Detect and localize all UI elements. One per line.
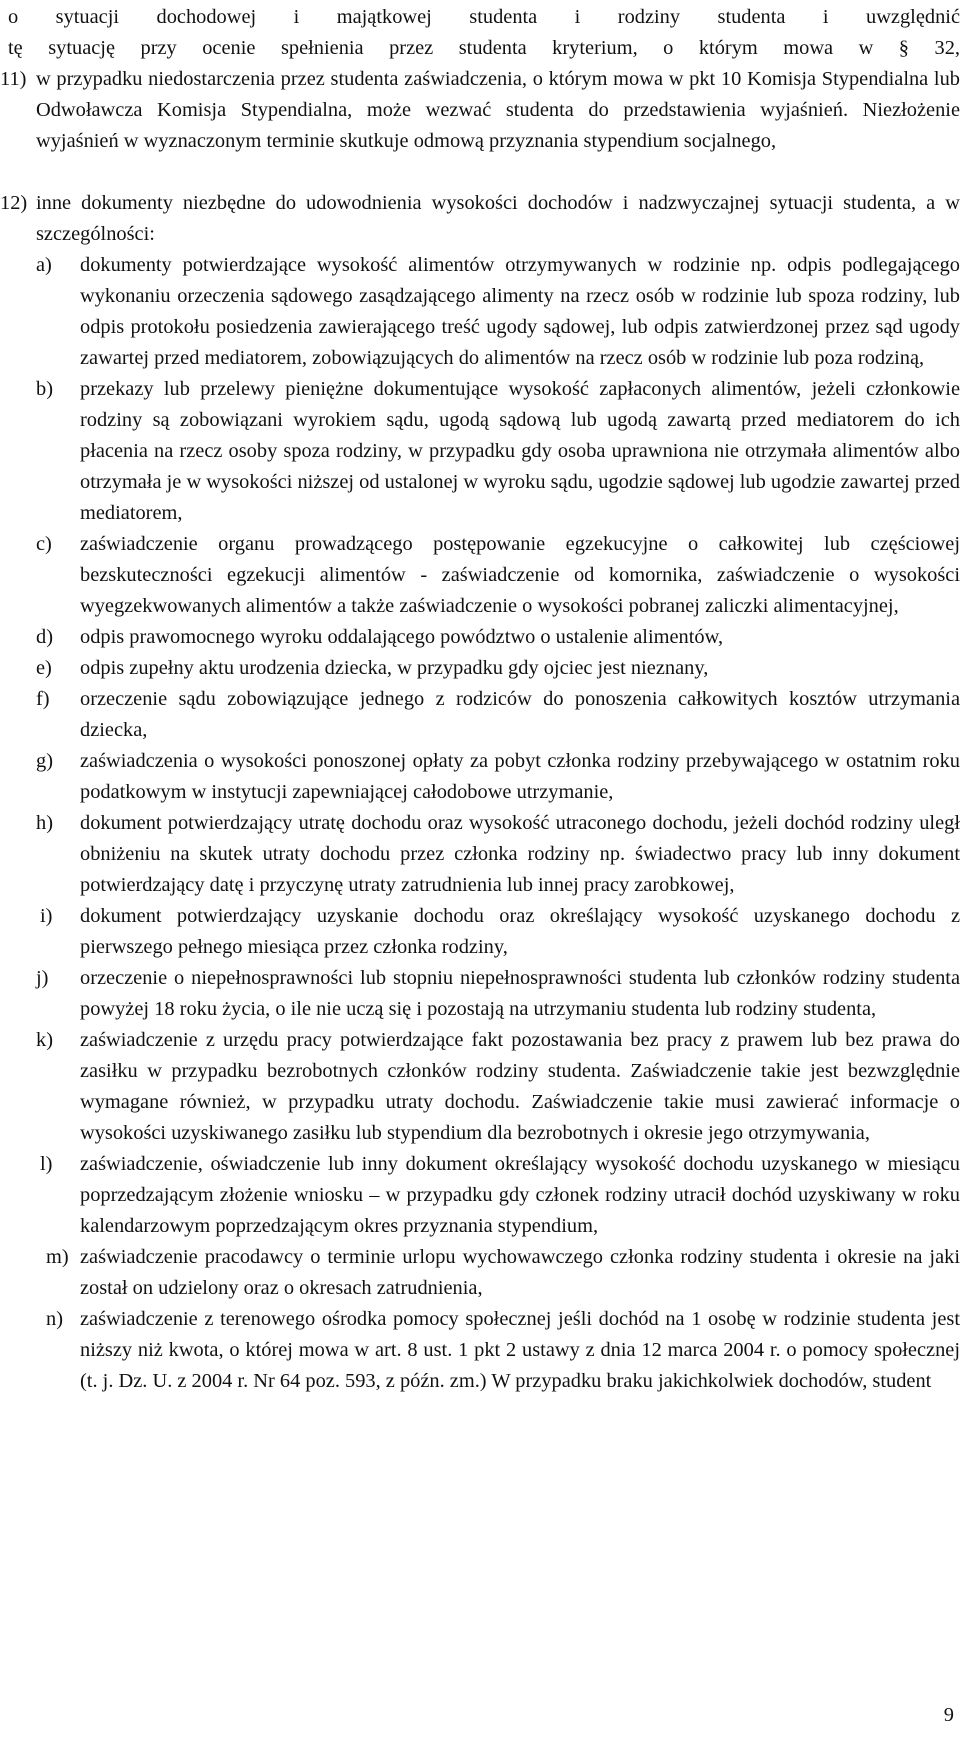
list-item-m [0,1242,960,1304]
list-item-k [0,1025,960,1149]
item-label: n) [46,1308,63,1330]
page-number: 9 [943,1704,954,1726]
list-item-11 [0,64,960,157]
item-label: d) [36,626,53,648]
item-text: zaświadczenie organu prowadzącego postępowanie egzekucyjne o całkowitej lub częściowej bezskuteczności egzekucji alimentów - zaświadczenie od komornika, zaświadczenie o wysokości wyegzekwowanych alimentów a także zaświadczenie o wysokości pobranej zaliczki alimentacyjnej, [80,533,960,617]
item-text: zaświadczenie z urzędu pracy potwierdzające fakt pozostawania bez pracy z prawem lub bez prawa do zasiłku w przypadku bezrobotnych członków rodziny studenta. Zaświadczenie takie jest bezwzględnie wymagane również, w przypadku utraty dochodu. Zaświadczenie takie musi zawierać informacje o wysokości uzyskiwanego zasiłku lub stypendium dla bezrobotnych i okresie jego otrzymywania, [80,1029,960,1144]
item-text: w przypadku niedostarczenia przez studenta zaświadczenia, o którym mowa w pkt 10 Komisja Stypendialna lub Odwoławcza Komisja Stypendialna, może wezwać studenta do przedstawienia wyjaśnień. Niezłożenie wyjaśnień w wyznaczonym terminie skutkuje odmową przyznania stypendium socjalnego, [36,68,960,152]
item-label: a) [36,254,52,276]
list-item-g [0,746,960,808]
list-item-c [0,529,960,622]
list-item-f [0,684,960,746]
item-text: dokument potwierdzający uzyskanie dochodu oraz określający wysokość uzyskanego dochodu z pierwszego pełnego miesiąca przez członka rodziny, [80,905,960,958]
item-text: zaświadczenie, oświadczenie lub inny dokument określający wysokość dochodu uzyskanego w miesiącu poprzedzającym złożenie wniosku – w przypadku gdy członek rodziny utracił dochód uzyskiwany w roku kalendarzowym poprzedzającym okres przyznania stypendium, [80,1153,960,1237]
item-label: 12) [0,192,28,214]
item-label: c) [36,533,52,555]
sub-list [0,250,960,1397]
item-label: i) [40,905,53,927]
list-item-d [0,622,960,653]
intro-line-1: o sytuacji dochodowej i majątkowej studenta i rodziny studenta i uwzględnić [8,6,960,28]
item-text: dokument potwierdzający utratę dochodu oraz wysokość utraconego dochodu, jeżeli dochód rodziny uległ obniżeniu na skutek utraty dochodu przez członka rodziny np. świadectwo pracy lub inny dokument potwierdzający datę i przyczynę utraty zatrudnienia lub innej pracy zarobkowej, [80,812,960,896]
item-text: odpis prawomocnego wyroku oddalającego powództwo o ustalenie alimentów, [80,626,724,648]
item-label: 11) [0,68,27,90]
item-label: h) [36,812,53,834]
item-text: zaświadczenie z terenowego ośrodka pomocy społecznej jeśli dochód na 1 osobę w rodzinie studenta jest niższy niż kwota, o której mowa w art. 8 ust. 1 pkt 2 ustawy z dnia 12 marca 2004 r. o pomocy społecznej (t. j. Dz. U. z 2004 r. Nr 64 poz. 593, z późn. zm.) W przypadku braku jakichkolwiek dochodów, student [80,1308,960,1392]
list-item-h [0,808,960,901]
item-text: zaświadczenie pracodawcy o terminie urlopu wychowawczego członka rodziny studenta i okresie na jaki został on udzielony oraz o okresach zatrudnienia, [80,1246,960,1299]
item-text: przekazy lub przelewy pieniężne dokumentujące wysokość zapłaconych alimentów, jeżeli członkowie rodziny są zobowiązani wyrokiem sądu, ugodą sądową lub ugodą zawartą przed mediatorem do ich płacenia na rzecz osoby spoza rodziny, w przypadku gdy osoba uprawniona nie otrzymała alimentów albo otrzymała je w wysokości niższej od ustalonej w wyroku sądu, ugodzie sądowej lub ugodzie zawartej przed mediatorem, [80,378,960,524]
item-label: l) [40,1153,53,1175]
item-text: inne dokumenty niezbędne do udowodnienia wysokości dochodów i nadzwyczajnej sytuacji studenta, a w szczególności: [36,192,960,245]
list-item-n [0,1304,960,1397]
item-label: k) [36,1029,53,1051]
list-item-12 [0,188,960,250]
list-item-l [0,1149,960,1242]
list-item-a [0,250,960,374]
item-label: e) [36,657,52,679]
item-text: orzeczenie o niepełnosprawności lub stopniu niepełnosprawności studenta lub członków rodziny studenta powyżej 18 roku życia, o ile nie uczą się i pozostają na utrzymaniu studenta lub rodziny studenta, [80,967,960,1020]
intro-text [0,2,960,64]
item-label: b) [36,378,53,400]
item-label: g) [36,750,53,772]
item-label: f) [36,688,50,710]
item-label: j) [36,967,49,989]
item-text: odpis zupełny aktu urodzenia dziecka, w przypadku gdy ojciec jest nieznany, [80,657,709,679]
list-item-i [0,901,960,963]
item-text: zaświadczenia o wysokości ponoszonej opłaty za pobyt członka rodziny przebywającego w ostatnim roku podatkowym w instytucji zapewniającej całodobowe utrzymanie, [80,750,960,803]
item-text: orzeczenie sądu zobowiązujące jednego z rodziców do ponoszenia całkowitych kosztów utrzymania dziecka, [80,688,960,741]
intro-line-2: tę sytuację przy ocenie spełnienia przez studenta kryterium, o którym mowa w § 32, [8,37,960,59]
list-item-j [0,963,960,1025]
item-label: m) [46,1246,69,1268]
list-item-b [0,374,960,529]
list-item-e [0,653,960,684]
item-text: dokumenty potwierdzające wysokość alimentów otrzymywanych w rodzinie np. odpis podlegającego wykonaniu orzeczenia sądowego zasądzającego alimenty na rzecz osób w rodzinie lub spoza rodziny, lub odpis protokołu posiedzenia zawierającego treść ugody sądowej, lub odpis zatwierdzonej przez sąd ugody zawartej przed mediatorem, zobowiązujących do alimentów na rzecz osób w rodzinie lub poza rodziną, [80,254,960,369]
